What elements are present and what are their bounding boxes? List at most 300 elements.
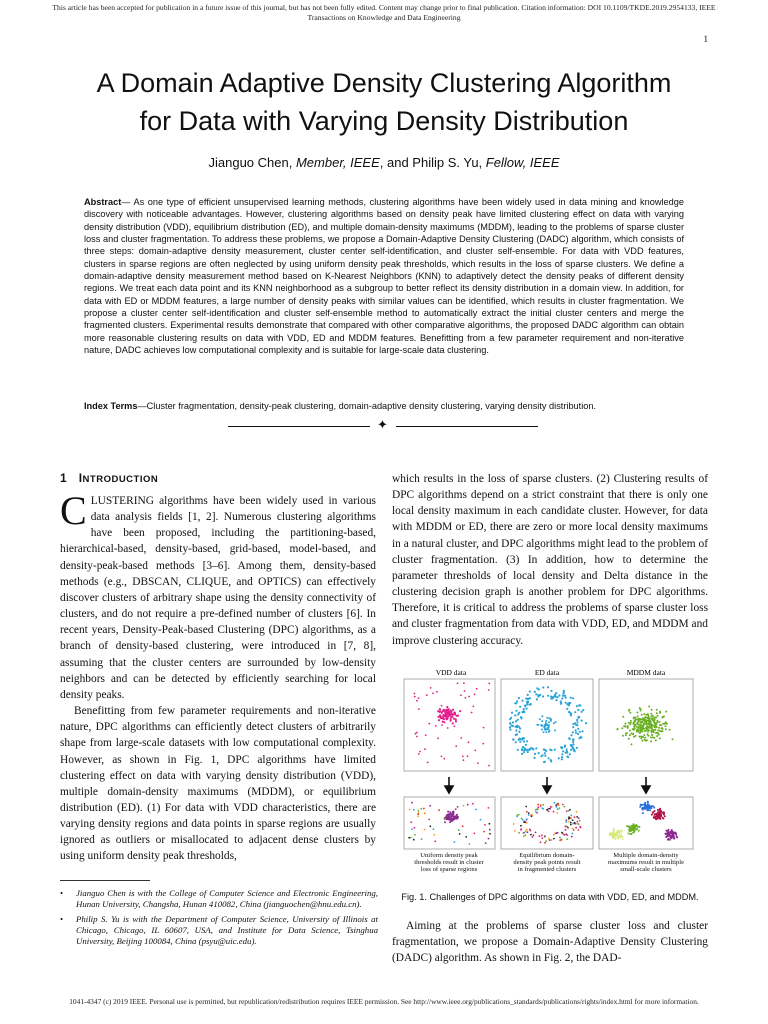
scatter-point xyxy=(638,732,640,734)
scatter-point xyxy=(561,758,563,760)
scatter-point xyxy=(542,695,544,697)
scatter-point xyxy=(657,715,659,717)
scatter-point xyxy=(446,706,448,708)
scatter-point xyxy=(446,814,448,816)
scatter-point xyxy=(648,719,650,721)
scatter-point xyxy=(655,739,657,741)
scatter-point xyxy=(630,833,632,835)
scatter-point xyxy=(650,713,652,715)
scatter-point xyxy=(535,747,537,749)
panel-caption-ed-3: in fragmented clusters xyxy=(517,866,577,873)
scatter-point xyxy=(614,835,616,837)
scatter-point xyxy=(416,732,418,734)
scatter-point xyxy=(524,704,526,706)
scatter-point xyxy=(634,720,636,722)
scatter-point xyxy=(579,826,581,828)
scatter-point xyxy=(636,712,638,714)
scatter-point xyxy=(545,720,547,722)
scatter-point xyxy=(659,813,661,815)
scatter-point xyxy=(518,697,520,699)
scatter-point xyxy=(522,746,524,748)
scatter-point xyxy=(546,809,548,811)
scatter-point xyxy=(572,833,574,835)
scatter-point xyxy=(612,836,614,838)
scatter-point xyxy=(572,723,574,725)
scatter-point xyxy=(516,700,518,702)
scatter-point xyxy=(572,828,574,830)
scatter-point xyxy=(582,709,584,711)
scatter-point xyxy=(483,831,485,833)
scatter-point xyxy=(561,839,563,841)
scatter-point xyxy=(530,703,532,705)
scatter-point xyxy=(536,698,538,700)
copyright-notice: 1041-4347 (c) 2019 IEEE. Personal use is permitted, but republication/redistribution requires IEEE permission. See http://www.ieee.org/publications_standards/publications/rights/index.html for more information. xyxy=(69,997,699,1006)
scatter-point xyxy=(523,740,525,742)
scatter-point xyxy=(432,693,434,695)
scatter-point xyxy=(658,809,660,811)
scatter-point xyxy=(514,830,516,832)
scatter-point xyxy=(542,804,544,806)
scatter-point xyxy=(646,725,648,727)
scatter-point xyxy=(544,729,546,731)
scatter-point xyxy=(648,729,650,731)
scatter-point xyxy=(544,752,546,754)
scatter-point xyxy=(574,711,576,713)
scatter-point xyxy=(576,811,578,813)
scatter-point xyxy=(418,810,420,812)
scatter-point xyxy=(577,733,579,735)
scatter-point xyxy=(669,729,671,731)
scatter-point xyxy=(463,759,465,761)
scatter-point xyxy=(621,727,623,729)
scatter-point xyxy=(566,748,568,750)
scatter-point xyxy=(572,697,574,699)
scatter-point xyxy=(447,727,449,729)
scatter-point xyxy=(443,718,445,720)
scatter-point xyxy=(644,716,646,718)
scatter-point xyxy=(462,825,464,827)
scatter-point xyxy=(516,726,518,728)
scatter-point xyxy=(537,695,539,697)
scatter-point xyxy=(580,736,582,738)
scatter-point xyxy=(568,816,570,818)
scatter-point xyxy=(632,825,634,827)
scatter-point xyxy=(480,819,482,821)
scatter-point xyxy=(429,805,431,807)
scatter-point xyxy=(570,697,572,699)
scatter-point xyxy=(538,688,540,690)
scatter-point xyxy=(641,714,643,716)
scatter-point xyxy=(477,762,479,764)
scatter-point xyxy=(643,734,645,736)
scatter-point xyxy=(521,700,523,702)
scatter-point xyxy=(457,806,459,808)
author-1: Jianguo Chen, xyxy=(208,155,293,170)
scatter-point xyxy=(420,808,422,810)
scatter-point xyxy=(578,716,580,718)
scatter-point xyxy=(667,831,669,833)
scatter-point xyxy=(429,825,431,827)
scatter-point xyxy=(534,757,536,759)
publication-notice xyxy=(0,3,768,23)
scatter-point xyxy=(575,732,577,734)
scatter-point xyxy=(536,808,538,810)
scatter-point xyxy=(644,737,646,739)
scatter-point xyxy=(643,713,645,715)
scatter-point xyxy=(576,747,578,749)
scatter-point xyxy=(428,819,430,821)
scatter-point xyxy=(633,717,635,719)
scatter-point xyxy=(515,741,517,743)
scatter-point xyxy=(523,737,525,739)
scatter-point xyxy=(521,717,523,719)
scatter-point xyxy=(455,808,457,810)
scatter-point xyxy=(646,807,648,809)
scatter-point xyxy=(642,718,644,720)
scatter-point xyxy=(457,817,459,819)
scatter-point xyxy=(650,723,652,725)
scatter-point xyxy=(662,723,664,725)
scatter-point xyxy=(523,710,525,712)
scatter-point xyxy=(618,830,620,832)
scatter-point xyxy=(648,716,650,718)
scatter-point xyxy=(548,838,550,840)
scatter-point xyxy=(663,716,665,718)
scatter-point xyxy=(566,810,568,812)
scatter-point xyxy=(530,834,532,836)
scatter-point xyxy=(424,812,426,814)
scatter-point xyxy=(523,751,525,753)
scatter-point xyxy=(660,730,662,732)
scatter-point xyxy=(649,809,651,811)
scatter-point xyxy=(554,802,556,804)
scatter-point xyxy=(438,809,440,811)
scatter-point xyxy=(632,723,634,725)
scatter-point xyxy=(446,709,448,711)
scatter-point xyxy=(563,806,565,808)
scatter-point xyxy=(644,803,646,805)
scatter-point xyxy=(445,714,447,716)
down-arrow-icon xyxy=(642,777,650,793)
title-line-2: for Data with Varying Density Distribution xyxy=(139,106,629,136)
scatter-point xyxy=(441,756,443,758)
scatter-point xyxy=(642,731,644,733)
scatter-point xyxy=(630,743,632,745)
scatter-point xyxy=(530,747,532,749)
scatter-point xyxy=(557,696,559,698)
scatter-point xyxy=(639,719,641,721)
scatter-point xyxy=(413,809,415,811)
author-2: , and Philip S. Yu, xyxy=(379,155,483,170)
scatter-point xyxy=(559,839,561,841)
scatter-point xyxy=(543,761,545,763)
scatter-point xyxy=(439,710,441,712)
scatter-point xyxy=(638,830,640,832)
scatter-point xyxy=(546,717,548,719)
scatter-point xyxy=(514,714,516,716)
scatter-point xyxy=(448,818,450,820)
scatter-point xyxy=(647,801,649,803)
scatter-point xyxy=(544,755,546,757)
scatter-point xyxy=(454,725,456,727)
abstract-text: — As one type of efficient unsupervised learning methods, clustering algorithms have been widely used in data mining and knowledge discovery with noticeable advantages. However, clustering algorithms based on density peak have limited clustering effect on data with varying density distribution (VDD), equilibrium distribution (ED), and multiple domain-density maximums (MDDM), leading to the problems of sparse cluster loss and cluster fragmentation. To address these problems, we propose a Domain-Adaptive Density Clustering (DADC) algorithm, which consists of three steps: domain-adaptive density measurement, cluster center self-identification, and cluster self-ensemble. For data with VDD features, clusters in sparse regions are often neglected by using uniform density peak thresholds, which results in the loss of sparse clusters. We define a domain-adaptive density measurement method based on K-Nearest Neighbors (KNN) to adaptively detect the density peaks of different density regions. We treat each data point and its KNN neighborhood as a subgroup to better reflect its density distribution in a domain view. In addition, for data with ED or MDDM features, a large number of density peaks with similar values can be identified, which results in cluster fragmentation. We propose a cluster center self-identification and cluster self-ensemble method to automatically extract the initial cluster centers and merge the fragmented clusters. Experimental results demonstrate that compared with other comparative algorithms, the proposed DADC algorithm can obtain more reasonable clustering results on data with VDD, ED and MDDM features. Benefitting from a few parameter requirement and non-iterative nature, DADC achieves low computational complexity and is suitable for large-scale data clustering. xyxy=(84,197,684,356)
panel-caption-ed-1: Equilibrium domain- xyxy=(519,852,575,859)
scatter-point xyxy=(534,753,536,755)
scatter-point xyxy=(578,817,580,819)
scatter-point xyxy=(625,723,627,725)
scatter-point xyxy=(452,722,454,724)
scatter-point xyxy=(459,833,461,835)
scatter-point xyxy=(545,731,547,733)
scatter-point xyxy=(637,721,639,723)
scatter-point xyxy=(518,739,520,741)
scatter-point xyxy=(443,758,445,760)
scatter-point xyxy=(656,709,658,711)
scatter-point xyxy=(416,700,418,702)
section-title-rest: NTRODUCTION xyxy=(82,474,159,485)
scatter-point xyxy=(509,723,511,725)
scatter-point xyxy=(568,821,570,823)
scatter-point xyxy=(527,751,529,753)
scatter-point xyxy=(648,805,650,807)
scatter-point xyxy=(526,822,528,824)
scatter-point xyxy=(521,753,523,755)
scatter-point xyxy=(555,699,557,701)
scatter-point xyxy=(452,813,454,815)
scatter-point xyxy=(438,719,440,721)
scatter-point xyxy=(515,729,517,731)
scatter-point xyxy=(572,823,574,825)
panel-title-ed: ED data xyxy=(534,668,560,677)
scatter-point xyxy=(444,821,446,823)
scatter-point xyxy=(536,724,538,726)
scatter-point xyxy=(642,812,644,814)
intro-paragraph-1 xyxy=(60,488,376,703)
scatter-point xyxy=(448,714,450,716)
scatter-point xyxy=(538,806,540,808)
scatter-point xyxy=(627,725,629,727)
scatter-point xyxy=(449,811,451,813)
scatter-point xyxy=(428,723,430,725)
scatter-point xyxy=(622,735,624,737)
scatter-point xyxy=(483,727,485,729)
scatter-point xyxy=(527,694,529,696)
scatter-point xyxy=(640,804,642,806)
scatter-point xyxy=(557,832,559,834)
section-number: 1 xyxy=(60,471,68,485)
scatter-point xyxy=(622,838,624,840)
scatter-point xyxy=(526,818,528,820)
scatter-point xyxy=(654,719,656,721)
scatter-point xyxy=(562,695,564,697)
scatter-point xyxy=(629,734,631,736)
scatter-point xyxy=(532,814,534,816)
scatter-point xyxy=(630,722,632,724)
scatter-point xyxy=(539,718,541,720)
scatter-point xyxy=(523,821,525,823)
scatter-point xyxy=(558,694,560,696)
scatter-point xyxy=(659,721,661,723)
scatter-point xyxy=(576,721,578,723)
scatter-point xyxy=(565,829,567,831)
scatter-point xyxy=(642,736,644,738)
scatter-point xyxy=(647,723,649,725)
index-terms-text: —Cluster fragmentation, density-peak clustering, domain-adaptive density clustering, varying density distribution. xyxy=(137,401,597,411)
scatter-point xyxy=(521,749,523,751)
scatter-point xyxy=(441,705,443,707)
scatter-point xyxy=(525,830,527,832)
index-terms xyxy=(84,400,684,412)
scatter-point xyxy=(632,832,634,834)
scatter-point xyxy=(463,682,465,684)
scatter-point xyxy=(430,687,432,689)
scatter-point xyxy=(643,723,645,725)
scatter-point xyxy=(541,725,543,727)
scatter-point xyxy=(550,806,552,808)
intro-paragraph-2: Benefitting from few parameter requirements and non-iterative nature, DPC algorithms can efficiently detect clusters of arbitrarily shape from large-scale datasets with low computational complexity. However, as shown in Fig. 1, DPC algorithms have limited clustering effect on data with varying density distribution (VDD), multiple domain-density maximums (MDDM), or equilibrium distribution (ED). (1) For data with VDD characteristics, there are varying density regions and data points in sparse regions are usually ignored as outliers or misallocated to adjacent dense clusters by using uniform density peak thresholds, xyxy=(60,705,376,863)
scatter-point xyxy=(535,832,537,834)
scatter-point xyxy=(540,805,542,807)
scatter-point xyxy=(541,837,543,839)
scatter-point xyxy=(645,723,647,725)
scatter-point xyxy=(527,831,529,833)
scatter-point xyxy=(489,833,491,835)
drop-cap: C xyxy=(60,488,87,533)
scatter-point xyxy=(655,732,657,734)
scatter-point xyxy=(439,708,441,710)
scatter-point xyxy=(446,717,448,719)
scatter-point xyxy=(636,726,638,728)
scatter-point xyxy=(473,833,475,835)
separator-line-right xyxy=(396,426,538,427)
panel-caption-mddm-2: maximums result in multiple xyxy=(607,859,685,866)
scatter-point xyxy=(640,730,642,732)
scatter-point xyxy=(644,739,646,741)
scatter-point xyxy=(542,686,544,688)
scatter-point xyxy=(553,838,555,840)
scatter-point xyxy=(544,724,546,726)
scatter-point xyxy=(455,718,457,720)
scatter-point xyxy=(566,755,568,757)
scatter-point xyxy=(634,825,636,827)
scatter-point xyxy=(617,729,619,731)
scatter-point xyxy=(473,706,475,708)
scatter-point xyxy=(577,728,579,730)
scatter-point xyxy=(488,807,490,809)
scatter-point xyxy=(652,812,654,814)
scatter-point xyxy=(540,841,542,843)
scatter-point xyxy=(488,683,490,685)
scatter-point xyxy=(609,834,611,836)
scatter-point xyxy=(539,694,541,696)
author-2-role: Fellow, IEEE xyxy=(485,155,560,170)
scatter-point xyxy=(579,731,581,733)
scatter-point xyxy=(647,727,649,729)
scatter-point xyxy=(464,690,466,692)
scatter-point xyxy=(654,717,656,719)
scatter-point xyxy=(656,720,658,722)
scatter-point xyxy=(474,750,476,752)
scatter-point xyxy=(577,829,579,831)
scatter-point xyxy=(414,693,416,695)
right-paragraph-2: Aiming at the problems of sparse cluster loss and cluster fragmentation, we propose a Domain-Adaptive Density Clustering (DADC) algorithm. As shown in Fig. 2, the DAD- xyxy=(392,920,708,965)
scatter-point xyxy=(675,834,677,836)
scatter-point xyxy=(644,730,646,732)
scatter-point xyxy=(669,839,671,841)
scatter-point xyxy=(651,814,653,816)
scatter-point xyxy=(454,841,456,843)
scatter-point xyxy=(570,713,572,715)
scatter-point xyxy=(628,738,630,740)
scatter-point xyxy=(575,729,577,731)
scatter-point xyxy=(573,829,575,831)
section-heading xyxy=(60,471,376,485)
scatter-point xyxy=(560,702,562,704)
scatter-point xyxy=(672,831,674,833)
right-paragraph-1: which results in the loss of sparse clusters. (2) Clustering results of DPC algorithms depend on a strict constraint that there is only one local density maximum in each candidate cluster. However, for data with MDDM or ED, there are zero or more local density maximums in a natural cluster, and DPC algorithms might lead to the problem of cluster fragmentation. (3) In addition, how to determine the parameter thresholds of local density and Delta distance in the clustering decision graph is another problem for DPC algorithms. Therefore, it is critical to address the problems of sparse cluster loss and cluster fragmentation from data with VDD, ED, and MDDM and improve clustering accuracy. xyxy=(392,473,708,647)
scatter-point xyxy=(541,720,543,722)
scatter-point xyxy=(433,834,435,836)
scatter-point xyxy=(434,840,436,842)
abstract xyxy=(84,196,684,356)
scatter-point xyxy=(484,824,486,826)
scatter-point xyxy=(468,696,470,698)
panel-ed-bottom xyxy=(501,797,593,849)
figure-caption: Fig. 1. Challenges of DPC algorithms on data with VDD, ED, and MDDM. xyxy=(401,892,699,902)
panel-caption-vdd-3: loss of sparse regions xyxy=(420,866,478,873)
scatter-point xyxy=(418,697,420,699)
scatter-point xyxy=(417,813,419,815)
scatter-point xyxy=(572,819,574,821)
scatter-point xyxy=(574,816,576,818)
scatter-point xyxy=(519,706,521,708)
panel-vdd-bottom xyxy=(404,797,495,849)
scatter-point xyxy=(630,720,632,722)
scatter-point xyxy=(488,838,490,840)
notice-line-2: Transactions on Knowledge and Data Engineering xyxy=(307,13,461,22)
scatter-point xyxy=(460,694,462,696)
scatter-point xyxy=(651,734,653,736)
scatter-point xyxy=(642,808,644,810)
scatter-point xyxy=(642,728,644,730)
scatter-point xyxy=(411,802,413,804)
scatter-point xyxy=(511,712,513,714)
scatter-point xyxy=(654,726,656,728)
scatter-point xyxy=(488,765,490,767)
scatter-point xyxy=(521,818,523,820)
scatter-point xyxy=(665,725,667,727)
scatter-point xyxy=(526,701,528,703)
scatter-point xyxy=(625,726,627,728)
down-arrow-icon xyxy=(543,777,551,793)
scatter-point xyxy=(581,711,583,713)
scatter-point xyxy=(547,686,549,688)
scatter-point xyxy=(425,734,427,736)
scatter-point xyxy=(557,808,559,810)
scatter-point xyxy=(656,735,658,737)
scatter-point xyxy=(444,711,446,713)
author-1-role: Member, IEEE xyxy=(295,155,380,170)
scatter-point xyxy=(468,741,470,743)
scatter-point xyxy=(630,733,632,735)
scatter-point xyxy=(653,807,655,809)
scatter-point xyxy=(525,806,527,808)
scatter-point xyxy=(423,808,425,810)
scatter-point xyxy=(542,754,544,756)
scatter-point xyxy=(537,804,539,806)
scatter-point xyxy=(535,693,537,695)
panel-title-vdd: VDD data xyxy=(435,668,467,677)
